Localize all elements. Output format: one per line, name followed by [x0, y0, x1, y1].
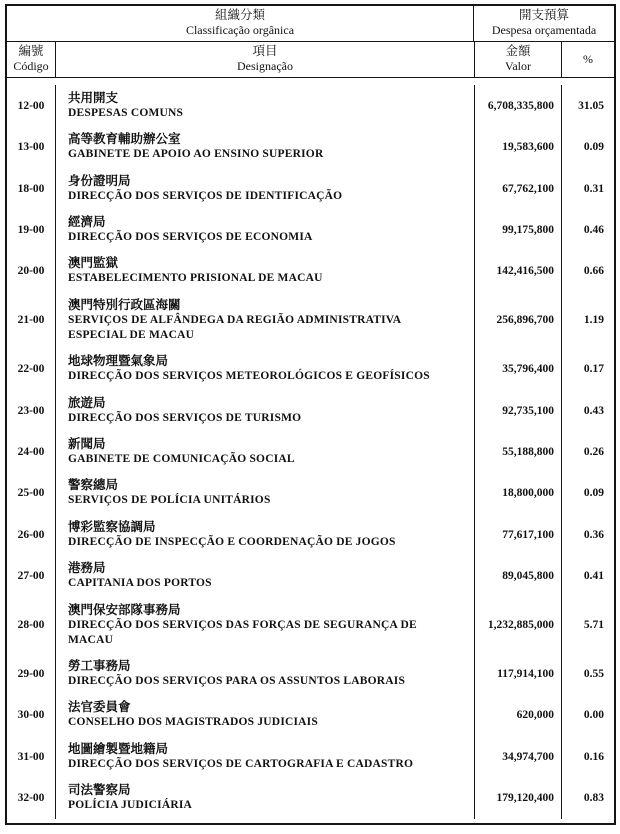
row-name-portuguese: CONSELHO DOS MAGISTRADOS JUDICIAIS — [68, 716, 318, 729]
row-percent: 0.00 — [583, 709, 604, 722]
row-designation — [56, 85, 475, 126]
row-name-portuguese: SERVIÇOS DE ALFÂNDEGA DA REGIÃO ADMINISTRATIVA ESPECIAL DE MACAU — [68, 313, 401, 341]
row-name-chinese: 地球物理暨氣象局 — [68, 354, 169, 369]
column-header-designation-pt: Designação — [237, 59, 293, 73]
header-budget-expense — [474, 6, 614, 41]
row-amount: 55,188,800 — [475, 431, 562, 472]
row-percent: 0.09 — [583, 141, 604, 154]
row-name-chinese: 澳門特別行政區海關 — [68, 297, 181, 312]
row-name-portuguese: DIRECÇÃO DOS SERVIÇOS DE CARTOGRAFIA E CADASTRO — [68, 757, 414, 770]
row-code: 22-00 — [7, 348, 56, 389]
header-org-classification — [7, 6, 474, 41]
row-percent: 0.41 — [583, 570, 604, 583]
table-body — [7, 78, 614, 823]
row-code: 21-00 — [7, 292, 56, 348]
row-code: 24-00 — [7, 431, 56, 472]
row-amount: 256,896,700 — [475, 292, 562, 348]
header-org-classification-pt: Classificação orgânica — [185, 23, 295, 37]
row-amount: 620,000 — [475, 695, 562, 736]
row-name-chinese: 博彩監察協調局 — [68, 519, 156, 534]
row-code: 18-00 — [7, 168, 56, 209]
table-row — [7, 209, 614, 250]
table-row — [7, 85, 614, 126]
column-header-designation — [56, 42, 475, 77]
row-amount: 6,708,335,800 — [475, 85, 562, 126]
header-budget-expense-zh: 開支預算 — [518, 8, 569, 22]
row-amount: 89,045,800 — [475, 555, 562, 596]
row-percent: 0.31 — [583, 182, 604, 195]
row-amount: 1,232,885,000 — [475, 597, 562, 653]
row-designation — [56, 653, 475, 694]
row-name-portuguese: GABINETE DE COMUNICAÇÃO SOCIAL — [68, 452, 295, 465]
row-designation — [56, 736, 475, 777]
row-code: 20-00 — [7, 251, 56, 292]
row-percent: 0.09 — [583, 487, 604, 500]
row-percent: 0.46 — [583, 223, 604, 236]
row-code: 19-00 — [7, 209, 56, 250]
row-name-chinese: 身份證明局 — [68, 173, 131, 188]
row-name-chinese: 共用開支 — [68, 90, 119, 105]
table-row — [7, 390, 614, 431]
row-name-portuguese: SERVIÇOS DE POLÍCIA UNITÁRIOS — [68, 494, 271, 507]
row-designation — [56, 431, 475, 472]
row-code: 26-00 — [7, 514, 56, 555]
row-amount: 77,617,100 — [475, 514, 562, 555]
row-name-chinese: 警察總局 — [68, 478, 119, 493]
row-percent: 0.55 — [583, 667, 604, 680]
row-percent: 0.43 — [583, 404, 604, 417]
row-name-chinese: 澳門保安部隊事務局 — [68, 602, 181, 617]
row-code: 12-00 — [7, 85, 56, 126]
row-code: 32-00 — [7, 778, 56, 819]
column-header-amount — [475, 42, 562, 77]
row-percent: 0.66 — [583, 265, 604, 278]
row-name-portuguese: CAPITANIA DOS PORTOS — [68, 577, 212, 590]
table-row — [7, 695, 614, 736]
row-code: 30-00 — [7, 695, 56, 736]
table-row — [7, 514, 614, 555]
row-designation — [56, 209, 475, 250]
row-name-portuguese: DIRECÇÃO DOS SERVIÇOS PARA OS ASSUNTOS LABORAIS — [68, 674, 406, 687]
row-designation — [56, 126, 475, 167]
column-header-amount-pt: Valor — [505, 59, 531, 73]
table-row — [7, 168, 614, 209]
row-amount: 34,974,700 — [475, 736, 562, 777]
header-budget-expense-pt: Despesa orçamentada — [491, 23, 597, 37]
table-row — [7, 431, 614, 472]
table-row — [7, 736, 614, 777]
row-code: 31-00 — [7, 736, 56, 777]
table-row — [7, 597, 614, 653]
row-name-portuguese: POLÍCIA JUDICIÁRIA — [68, 799, 193, 812]
row-designation — [56, 597, 475, 653]
column-header-amount-zh: 金額 — [505, 44, 531, 58]
row-percent: 5.71 — [583, 619, 604, 632]
row-designation — [56, 251, 475, 292]
table-row — [7, 778, 614, 819]
row-name-chinese: 港務局 — [68, 561, 106, 576]
row-name-portuguese: DIRECÇÃO DE INSPECÇÃO E COORDENAÇÃO DE JOGOS — [68, 535, 396, 548]
row-percent: 1.19 — [583, 314, 604, 327]
row-amount: 35,796,400 — [475, 348, 562, 389]
column-header-designation-zh: 項目 — [252, 44, 278, 58]
column-header-code — [7, 42, 56, 77]
row-name-chinese: 勞工事務局 — [68, 658, 131, 673]
table-row — [7, 653, 614, 694]
row-amount: 117,914,100 — [475, 653, 562, 694]
header-group-row — [7, 6, 614, 42]
row-designation — [56, 292, 475, 348]
row-designation — [56, 390, 475, 431]
row-amount: 142,416,500 — [475, 251, 562, 292]
table-row — [7, 555, 614, 596]
row-name-chinese: 高等教育輔助辦公室 — [68, 132, 181, 147]
row-name-chinese: 經濟局 — [68, 214, 106, 229]
header-column-row — [7, 42, 614, 78]
row-name-chinese: 法官委員會 — [68, 700, 131, 715]
row-name-chinese: 新聞局 — [68, 436, 106, 451]
row-designation — [56, 778, 475, 819]
row-percent: 0.83 — [583, 792, 604, 805]
column-header-percent: % — [583, 51, 593, 66]
row-name-chinese: 澳門監獄 — [68, 256, 119, 271]
header-org-classification-zh: 組織分類 — [214, 8, 265, 22]
table-row — [7, 126, 614, 167]
row-designation — [56, 555, 475, 596]
row-designation — [56, 514, 475, 555]
row-designation — [56, 168, 475, 209]
row-name-portuguese: ESTABELECIMENTO PRISIONAL DE MACAU — [68, 272, 323, 285]
row-code: 29-00 — [7, 653, 56, 694]
row-percent: 0.16 — [583, 750, 604, 763]
row-amount: 179,120,400 — [475, 778, 562, 819]
row-name-chinese: 地圖繪製暨地籍局 — [68, 741, 169, 756]
column-header-code-zh: 編號 — [18, 44, 44, 58]
row-name-chinese: 旅遊局 — [68, 395, 106, 410]
row-percent: 0.17 — [583, 363, 604, 376]
row-designation — [56, 695, 475, 736]
row-code: 25-00 — [7, 473, 56, 514]
row-percent: 0.26 — [583, 445, 604, 458]
row-amount: 19,583,600 — [475, 126, 562, 167]
row-name-portuguese: DIRECÇÃO DOS SERVIÇOS DE TURISMO — [68, 411, 302, 424]
row-percent: 31.05 — [578, 99, 604, 112]
row-percent: 0.36 — [583, 528, 604, 541]
budget-table — [5, 4, 616, 825]
table-row — [7, 473, 614, 514]
row-name-portuguese: DIRECÇÃO DOS SERVIÇOS DE IDENTIFICAÇÃO — [68, 189, 343, 202]
row-name-portuguese: GABINETE DE APOIO AO ENSINO SUPERIOR — [68, 148, 324, 161]
row-name-portuguese: DESPESAS COMUNS — [68, 106, 184, 119]
table-row — [7, 348, 614, 389]
row-code: 27-00 — [7, 555, 56, 596]
row-code: 28-00 — [7, 597, 56, 653]
row-designation — [56, 473, 475, 514]
row-amount: 99,175,800 — [475, 209, 562, 250]
row-code: 23-00 — [7, 390, 56, 431]
row-amount: 92,735,100 — [475, 390, 562, 431]
row-name-portuguese: DIRECÇÃO DOS SERVIÇOS DE ECONOMIA — [68, 230, 313, 243]
row-amount: 67,762,100 — [475, 168, 562, 209]
row-amount: 18,800,000 — [475, 473, 562, 514]
row-name-portuguese: DIRECÇÃO DOS SERVIÇOS METEOROLÓGICOS E GEOFÍSICOS — [68, 370, 430, 383]
row-name-chinese: 司法警察局 — [68, 783, 131, 798]
row-name-portuguese: DIRECÇÃO DOS SERVIÇOS DAS FORÇAS DE SEGURANÇA DE MACAU — [68, 618, 417, 646]
row-code: 13-00 — [7, 126, 56, 167]
row-designation — [56, 348, 475, 389]
column-header-code-pt: Código — [13, 59, 49, 73]
table-row — [7, 251, 614, 292]
table-row — [7, 292, 614, 348]
